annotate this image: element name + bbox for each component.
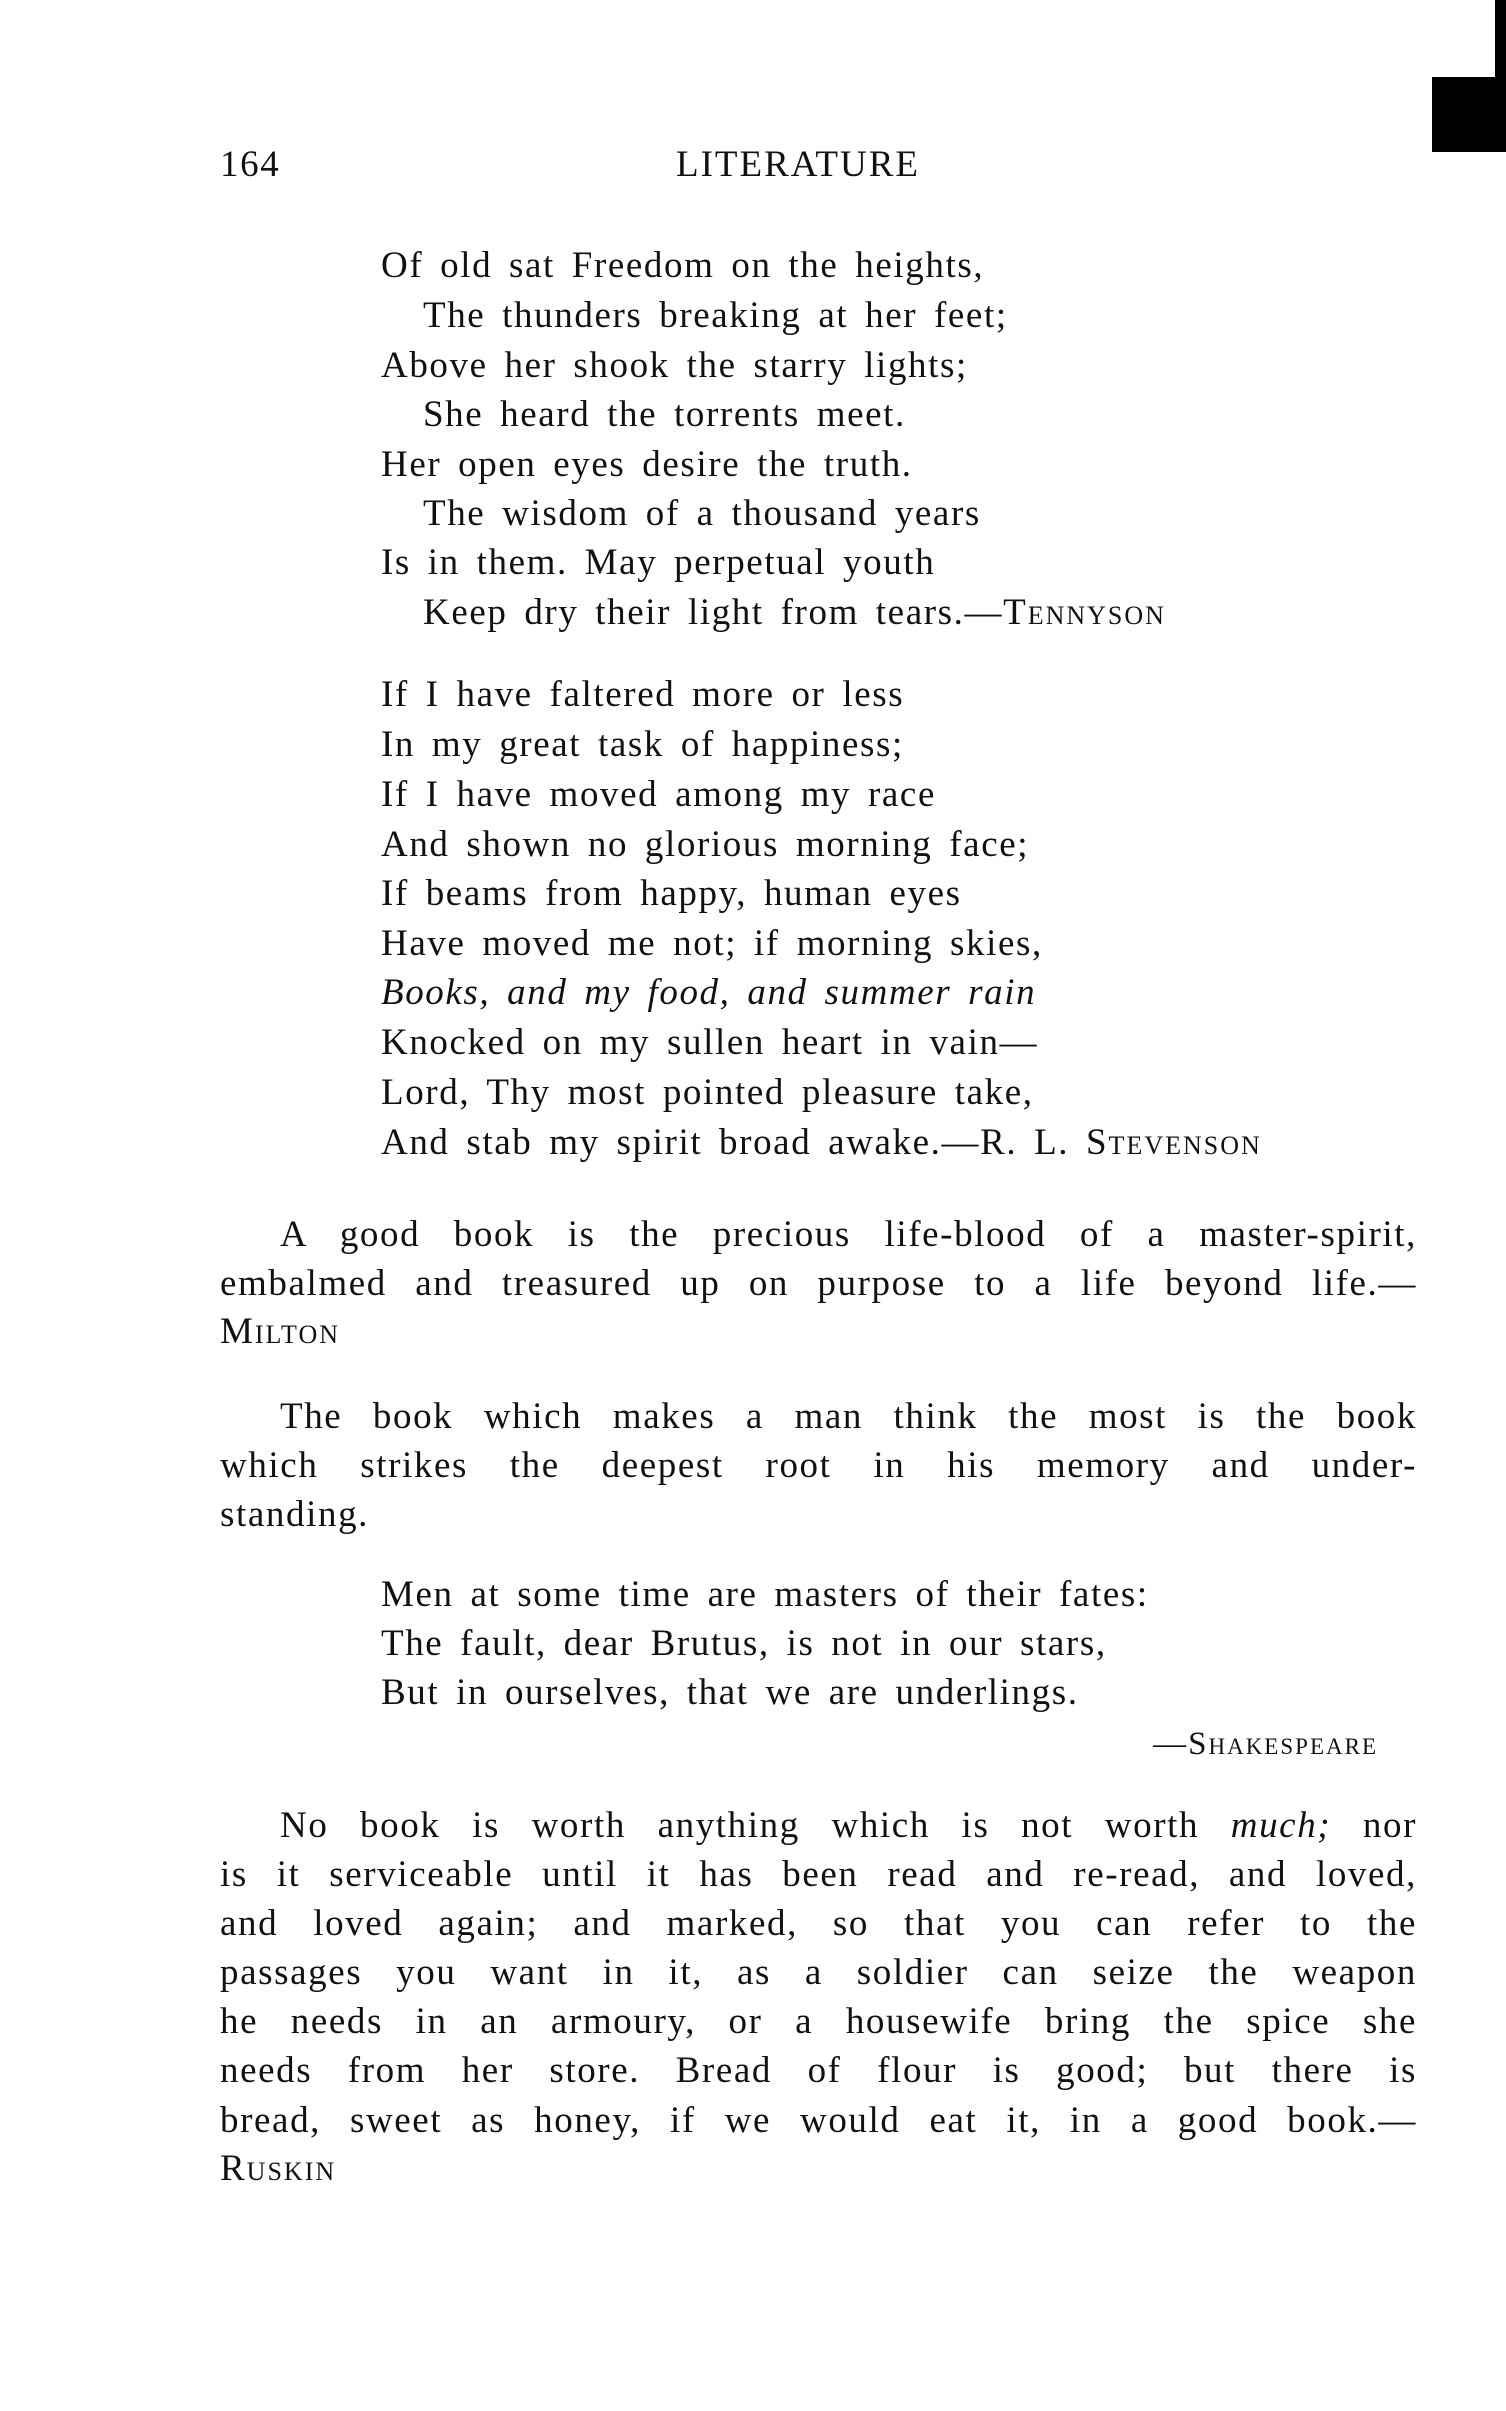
poem-line: Knocked on my sullen heart in vain— [381, 1022, 1039, 1063]
prose-text: No book is worth anything which is not worth [280, 1805, 1231, 1846]
author-attribution: Tennyson [1003, 592, 1166, 633]
poem-line: If I have faltered more or less [381, 674, 905, 715]
author-attribution: Ruskin [220, 2148, 337, 2189]
poem-line [423, 588, 1166, 638]
prose-text: The book which makes a man think the most is the book [280, 1396, 1417, 1437]
poem-line: Have moved me not; if morning skies, [381, 923, 1043, 964]
poem-line: If beams from happy, human eyes [381, 873, 962, 914]
poem-line-text: And stab my spirit broad awake.—R. L. [381, 1122, 1086, 1163]
scan-edge-mark [1495, 0, 1506, 80]
author-attribution: Milton [220, 1311, 341, 1352]
prose-text: A good book is the precious life-blood of a master-spirit, [280, 1214, 1417, 1255]
prose-line: embalmed and treasured up on purpose to a life beyond life.— [220, 1263, 1417, 1304]
prose-line: which strikes the deepest root in his memory and under- [220, 1445, 1417, 1486]
poem-line-text: Keep dry their light from tears.— [423, 592, 1004, 633]
poem-line: Men at some time are masters of their fates: [381, 1574, 1149, 1615]
poem-line: Books, and my food, and summer rain [381, 972, 1037, 1013]
prose-text: nor [1331, 1805, 1417, 1846]
poem-line: Of old sat Freedom on the heights, [381, 245, 985, 286]
prose-line: and loved again; and marked, so that you can refer to the [220, 1903, 1417, 1944]
prose-line: passages you want in it, as a soldier can seize the weapon [220, 1952, 1417, 1993]
poem-line: In my great task of happiness; [381, 724, 904, 765]
scan-edge-mark [1432, 77, 1506, 152]
prose-line: bread, sweet as honey, if we would eat it, in a good book.— [220, 2100, 1417, 2141]
poem-line: She heard the torrents meet. [423, 394, 906, 435]
page-number: 164 [220, 144, 281, 185]
poem-line: And shown no glorious morning face; [381, 824, 1030, 865]
poem-line: But in ourselves, that we are underlings. [381, 1672, 1079, 1713]
poem-line: If I have moved among my race [381, 774, 936, 815]
poem-line: Is in them. May perpetual youth [381, 542, 936, 583]
poem-line: Above her shook the starry lights; [381, 345, 968, 386]
prose-line: needs from her store. Bread of flour is good; but there is [220, 2050, 1417, 2091]
poem-line: The fault, dear Brutus, is not in our stars, [381, 1623, 1107, 1664]
emphasis-text: much; [1230, 1805, 1332, 1846]
poem-line: The wisdom of a thousand years [423, 493, 981, 534]
poem-line: Her open eyes desire the truth. [381, 444, 913, 485]
prose-line [220, 1801, 1417, 1851]
poem-line: The thunders breaking at her feet; [423, 295, 1008, 336]
prose-line [220, 1392, 1417, 1442]
author-attribution: —Shakespeare [1153, 1726, 1378, 1762]
poem-line [381, 1118, 1262, 1168]
running-title: LITERATURE [676, 144, 921, 185]
poem-line: Lord, Thy most pointed pleasure take, [381, 1072, 1034, 1113]
prose-line: is it serviceable until it has been read and re-read, and loved, [220, 1854, 1417, 1895]
prose-line: standing. [220, 1494, 370, 1535]
prose-line [220, 1210, 1417, 1260]
author-attribution: Stevenson [1085, 1122, 1262, 1163]
prose-line: he needs in an armoury, or a housewife bring the spice she [220, 2001, 1417, 2042]
